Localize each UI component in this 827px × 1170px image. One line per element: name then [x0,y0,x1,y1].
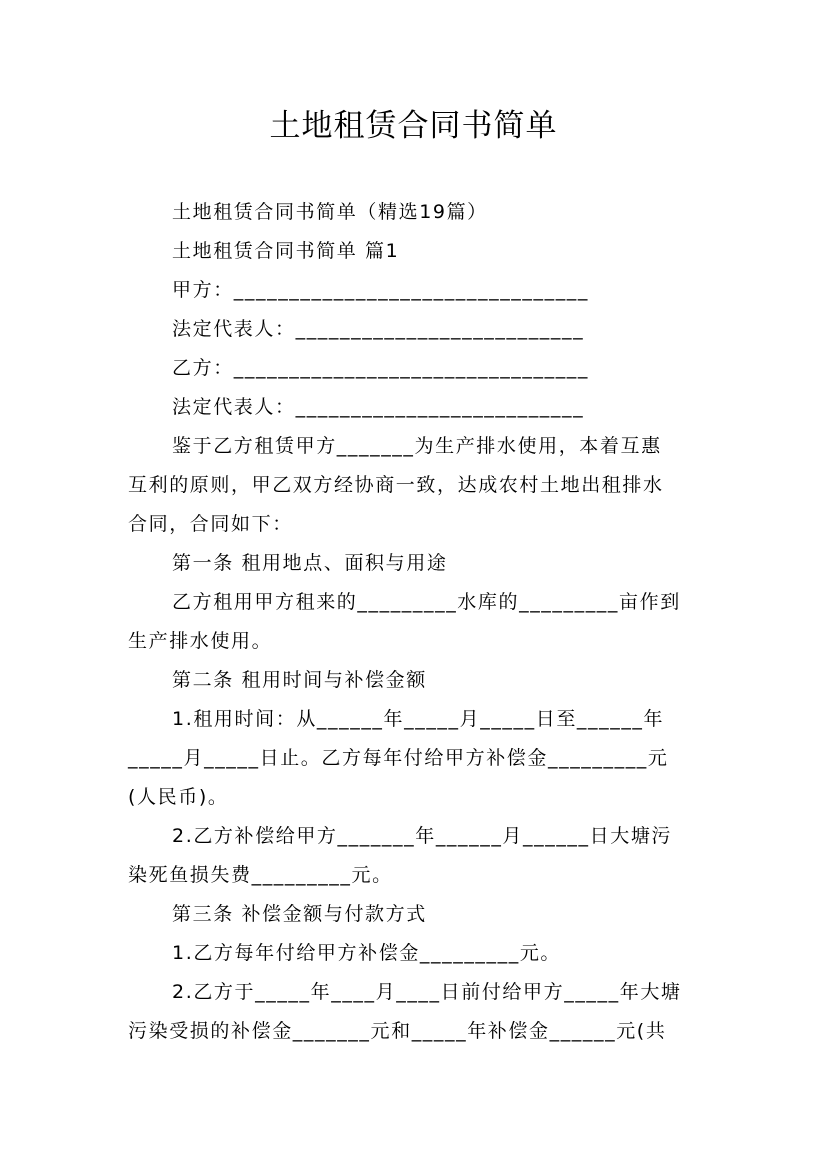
subtitle-line: 土地租赁合同书简单（精选19篇） [172,201,488,223]
paragraph-line: 乙方租用甲方租来的_________水库的_________亩作到 [172,591,681,613]
article-heading: 第三条 补偿金额与付款方式 [172,903,427,925]
article-heading: 第一条 租用地点、面积与用途 [172,552,448,574]
paragraph-line: 1.租用时间：从______年_____月_____日至______年 [172,708,665,730]
paragraph-line: (人民币)。 [128,786,229,808]
paragraph-line: 2.乙方于_____年____月____日前付给甲方_____年大塘 [172,981,682,1003]
legal-rep-a-line: 法定代表人：__________________________ [172,318,585,340]
document-title: 土地租赁合同书简单 [269,108,558,144]
paragraph-line: 染死鱼损失费_________元。 [128,864,393,886]
article-heading: 第二条 租用时间与补偿金额 [172,669,427,691]
paragraph-line: 鉴于乙方租赁甲方_______为生产排水使用，本着互惠 [172,435,662,457]
paragraph-line: 互利的原则，甲乙双方经协商一致，达成农村土地出租排水 [128,474,664,496]
paragraph-line: 1.乙方每年付给甲方补偿金_________元。 [172,942,562,964]
legal-rep-b-line: 法定代表人：__________________________ [172,396,585,418]
paragraph-line: 污染受损的补偿金_______元和_____年补偿金______元(共 [128,1020,667,1042]
paragraph-line: _____月_____日止。乙方每年付给甲方补偿金_________元 [128,747,669,769]
paragraph-line: 2.乙方补偿给甲方_______年______月______日大塘污 [172,825,673,847]
paragraph-line: 合同，合同如下： [128,513,293,535]
party-b-line: 乙方：________________________________ [172,357,589,379]
party-a-line: 甲方：________________________________ [172,279,589,301]
paragraph-line: 生产排水使用。 [128,630,273,652]
section-heading: 土地租赁合同书简单 篇1 [172,240,400,262]
